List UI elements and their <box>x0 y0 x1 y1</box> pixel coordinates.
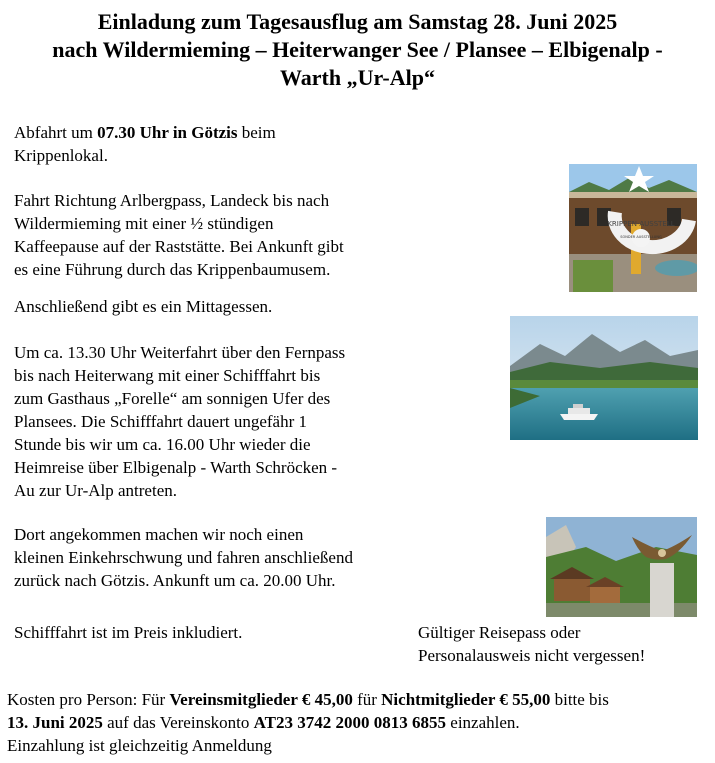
cost-paragraph <box>7 688 609 757</box>
bank-account-iban: AT23 3742 2000 0813 6855 <box>253 713 447 732</box>
eagle-statue-photo <box>546 517 697 617</box>
cost-line-2 <box>7 711 609 734</box>
passport-note <box>418 621 645 667</box>
afternoon-line: bis nach Heiterwang mit einer Schifffahrt bis <box>14 366 321 385</box>
nativity-exhibition-photo <box>569 164 697 292</box>
route-line: Wildermieming mit einer ½ stündigen <box>14 214 274 233</box>
title-line-1: Einladung zum Tagesausflug am Samstag 28. Juni 2025 <box>97 9 618 34</box>
departure-time-place: 07.30 Uhr in Götzis <box>97 123 238 142</box>
afternoon-line: Plansees. Die Schifffahrt dauert ungefähr 1 <box>14 412 308 431</box>
afternoon-line: Au zur Ur-Alp antreten. <box>14 481 177 500</box>
route-line: Kaffeepause auf der Raststätte. Bei Ankunft gibt <box>14 237 344 256</box>
route-paragraph <box>14 189 344 281</box>
cost-text: auf das Vereinskonto <box>102 713 254 732</box>
route-line: es eine Führung durch das Krippenbaumusem. <box>14 260 331 279</box>
cost-line-1 <box>7 688 609 711</box>
passport-note-line: Personalausweis nicht vergessen! <box>418 646 646 665</box>
title-line-2: nach Wildermieming – Heiterwanger See / Plansee – Elbigenalp - <box>52 37 663 62</box>
invitation-title <box>0 8 715 92</box>
member-price: Vereinsmitglieder € 45,00 <box>169 690 353 709</box>
lake-plansee-photo <box>510 316 698 440</box>
departure-line-1 <box>14 121 276 144</box>
return-line: Dort angekommen machen wir noch einen <box>14 525 304 544</box>
return-line: kleinen Einkehrschwung und fahren anschließend <box>14 548 353 567</box>
departure-text: Abfahrt um <box>14 123 98 142</box>
photo-arc-text: KRIPPEN-AUSSTELL <box>607 220 675 228</box>
lunch-paragraph: Anschließend gibt es ein Mittagessen. <box>14 297 273 316</box>
departure-paragraph <box>14 121 276 167</box>
afternoon-paragraph <box>14 341 345 502</box>
return-paragraph <box>14 523 353 592</box>
return-line: zurück nach Götzis. Ankunft um ca. 20.00 Uhr. <box>14 571 336 590</box>
cost-text: bitte bis <box>550 690 609 709</box>
passport-note-line: Gültiger Reisepass oder <box>418 623 581 642</box>
departure-line-2: Krippenlokal. <box>14 146 108 165</box>
afternoon-line: zum Gasthaus „Forelle“ am sonnigen Ufer des <box>14 389 331 408</box>
registration-note: Einzahlung ist gleichzeitig Anmeldung <box>7 736 272 755</box>
photo-sign-text: SONDER AUSSTELLUNG <box>620 235 662 239</box>
cost-text: einzahlen. <box>446 713 520 732</box>
cost-text: Kosten pro Person: Für <box>7 690 170 709</box>
payment-deadline: 13. Juni 2025 <box>7 713 103 732</box>
afternoon-line: Um ca. 13.30 Uhr Weiterfahrt über den Fernpass <box>14 343 346 362</box>
cost-text: für <box>352 690 382 709</box>
boat-included-text: Schifffahrt ist im Preis inkludiert. <box>14 623 243 642</box>
afternoon-line: Heimreise über Elbigenalp - Warth Schröcken - <box>14 458 338 477</box>
nonmember-price: Nichtmitglieder € 55,00 <box>381 690 551 709</box>
departure-text-end: beim <box>237 123 276 142</box>
route-line: Fahrt Richtung Arlbergpass, Landeck bis nach <box>14 191 330 210</box>
afternoon-line: Stunde bis wir um ca. 16.00 Uhr wieder die <box>14 435 311 454</box>
title-line-3: Warth „Ur-Alp“ <box>279 65 435 90</box>
